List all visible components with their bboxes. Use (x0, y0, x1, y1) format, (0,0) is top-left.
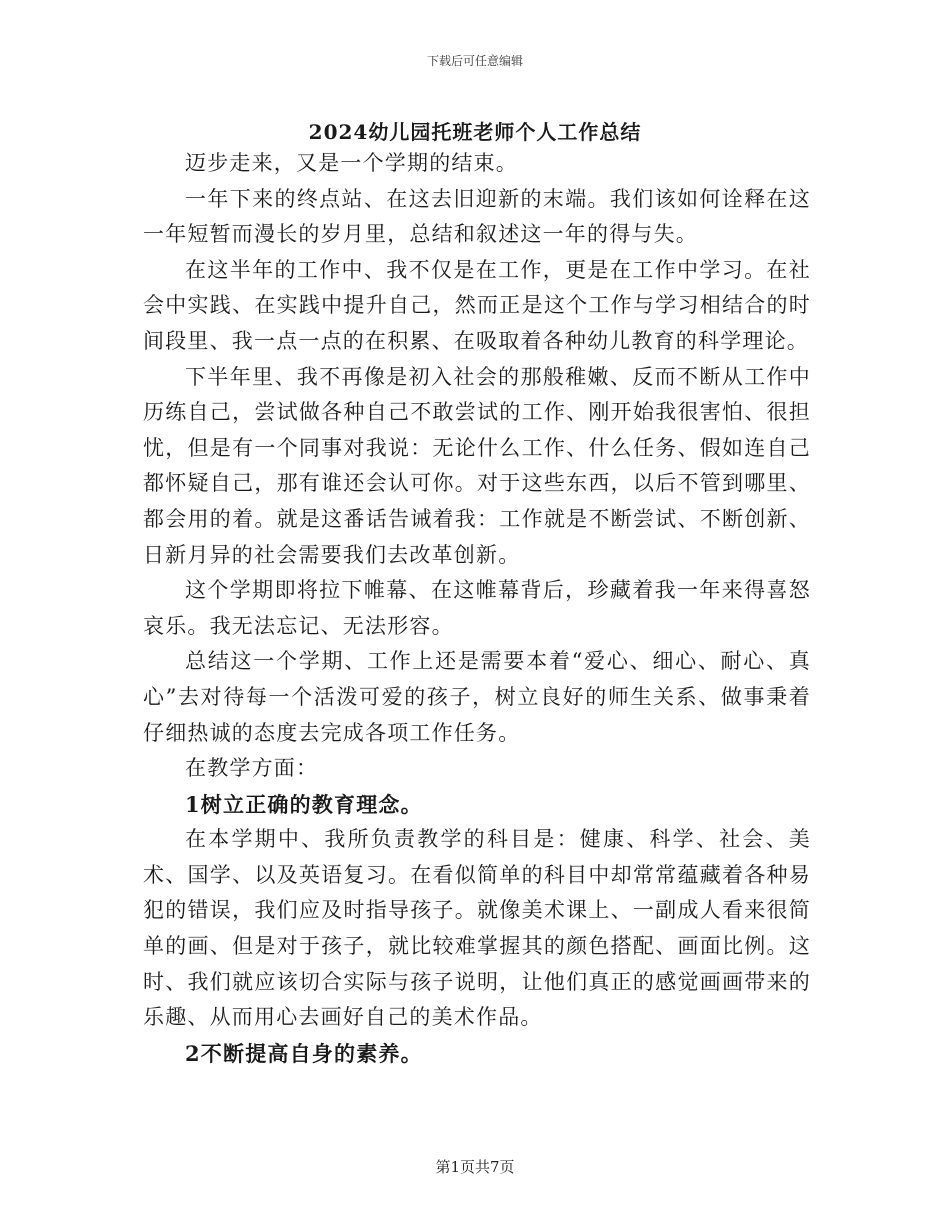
page-indicator: 第1页共7页 (435, 1158, 515, 1176)
section-heading: 1树立正确的教育理念。 (185, 791, 423, 817)
section-heading: 2不断提高自身的素养。 (185, 1040, 423, 1066)
document-title: 2024幼儿园托班老师个人工作总结 (308, 120, 642, 144)
paragraph: 在本学期中、我所负责教学的科目是：健康、科学、社会、美术、国学、以及英语复习。在看似简单的科目中却常常蕴藏着各种易犯的错误，我们应及时指导孩子。就像美术课上、一副成人看来很简单的画、但是对于孩子，就比较难掌握其的颜色搭配、画面比例。这时、我们就应该切合实际与孩子说明，让他们真正的感觉画画带来的乐趣、从而用心去画好自己的美术作品。 (143, 827, 811, 1030)
paragraph: 下半年里、我不再像是初入社会的那般稚嫩、反而不断从工作中历练自己，尝试做各种自己不敢尝试的工作、刚开始我很害怕、很担忧，但是有一个同事对我说：无论什么工作、什么任务、假如连自己都怀疑自己，那有谁还会认可你。对于这些东西，以后不管到哪里、都会用的着。就是这番话告诫着我：工作就是不断尝试、不断创新、日新月异的社会需要我们去改革创新。 (143, 364, 811, 567)
paragraph: 这个学期即将拉下帷幕、在这帷幕背后，珍藏着我一年来得喜怒哀乐。我无法忘记、无法形容。 (143, 578, 811, 638)
paragraph: 总结这一个学期、工作上还是需要本着“爱心、细心、耐心、真心”去对待每一个活泼可爱的孩子，树立良好的师生关系、做事秉着仔细热诚的态度去完成各项工作任务。 (143, 649, 811, 745)
paragraph: 迈步走来，又是一个学期的结束。 (185, 151, 518, 175)
document-body (143, 146, 811, 1071)
header-note: 下载后可任意编辑 (426, 54, 523, 68)
paragraph: 在这半年的工作中、我不仅是在工作，更是在工作中学习。在社会中实践、在实践中提升自己，然而正是这个工作与学习相结合的时间段里、我一点一点的在积累、在吸取着各种幼儿教育的科学理论。 (143, 257, 811, 353)
paragraph: 在教学方面： (185, 756, 319, 781)
paragraph: 一年下来的终点站、在这去旧迎新的末端。我们该如何诠释在这一年短暂而漫长的岁月里，总结和叙述这一年的得与失。 (143, 186, 811, 247)
